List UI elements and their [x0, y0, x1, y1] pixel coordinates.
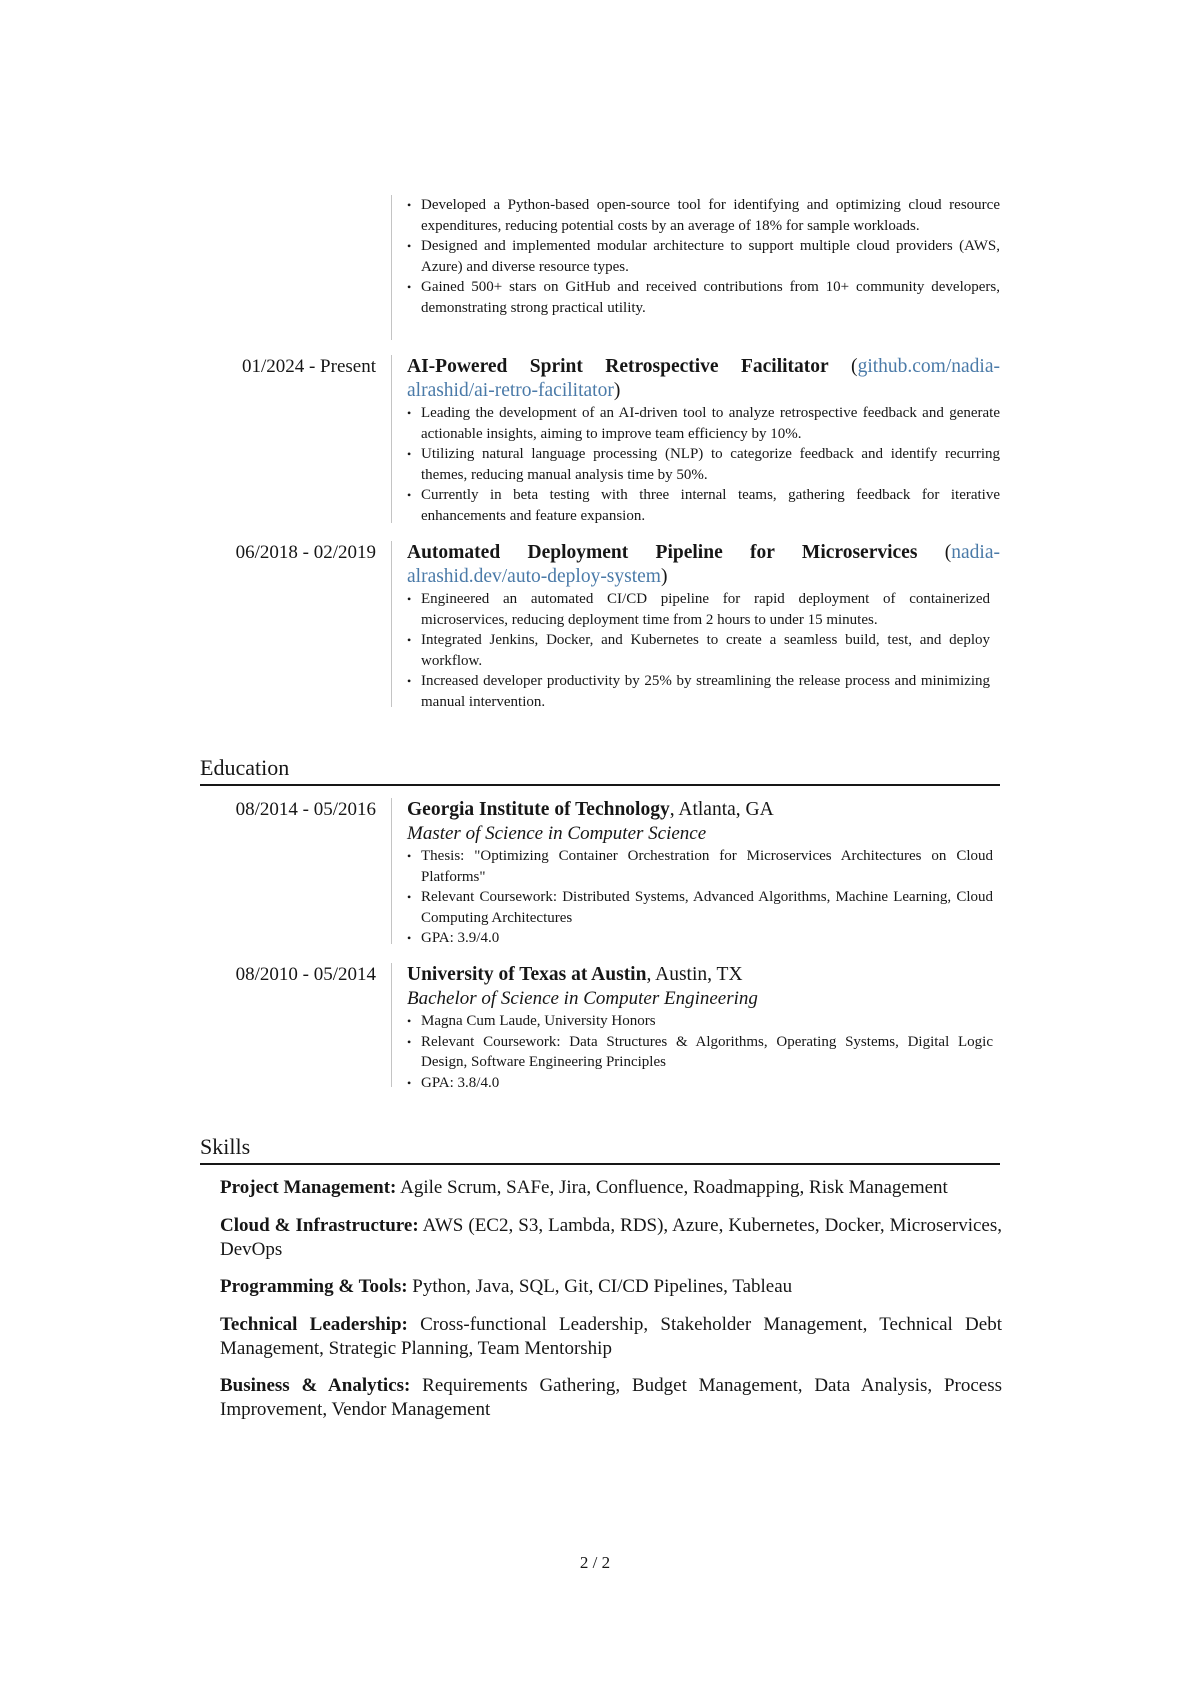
entry-date: 08/2010 - 05/2014 [235, 964, 376, 985]
section-heading-skills: Skills [200, 1133, 1000, 1165]
list-item: • Gained 500+ stars on GitHub and received contributions from 10+ community developers, demonstrating strong practical utility. [407, 277, 1000, 318]
list-item: • Designed and implemented modular architecture to support multiple cloud providers (AWS, Azure) and diverse resource types. [407, 236, 1000, 277]
institution-name: Georgia Institute of Technology [407, 799, 670, 820]
list-item: • Integrated Jenkins, Docker, and Kubernetes to create a seamless build, test, and deploy workflow. [407, 630, 990, 671]
skill-item-technical-leadership [220, 1313, 1002, 1361]
list-item: • Relevant Coursework: Distributed Systems, Advanced Algorithms, Machine Learning, Cloud Computing Architectures [407, 887, 993, 928]
skill-key: Cloud & Infrastructure: [220, 1215, 419, 1236]
project-bullets [407, 589, 990, 713]
section-heading-education: Education [200, 754, 1000, 786]
project-link[interactable]: nadia-alrashid.dev/auto-deploy-system [407, 542, 1000, 587]
list-item: • Increased developer productivity by 25% by streamlining the release process and minimizing manual intervention. [407, 671, 990, 712]
institution-line [407, 963, 993, 987]
project-title: AI-Powered Sprint Retrospective Facilitator (github.com/nadia-alrashid/ai-retro-facilitator) [407, 356, 1000, 401]
skill-value: AWS (EC2, S3, Lambda, RDS), Azure, Kubernetes, Docker, Microservices, DevOps [220, 1215, 1002, 1260]
skill-value: Agile Scrum, SAFe, Jira, Confluence, Roadmapping, Risk Management [400, 1177, 948, 1198]
skill-item-business-analytics [220, 1374, 1002, 1422]
project-title: Automated Deployment Pipeline for Microservices (nadia-alrashid.dev/auto-deploy-system) [407, 542, 1000, 587]
list-item: • Thesis: "Optimizing Container Orchestration for Microservices Architectures on Cloud Platforms" [407, 846, 993, 887]
skill-item-programming-tools [220, 1275, 1002, 1299]
entry-date: 06/2018 - 02/2019 [235, 542, 376, 563]
entry-rule [391, 798, 392, 944]
skill-key: Project Management: [220, 1177, 397, 1198]
institution-location: , Austin, TX [646, 964, 743, 985]
project-bullets [407, 195, 1000, 319]
project-link[interactable]: github.com/nadia-alrashid/ai-retro-facilitator [407, 356, 1000, 401]
list-item: • Engineered an automated CI/CD pipeline for rapid deployment of containerized microservices, reducing deployment time from 2 hours to under 15 minutes. [407, 589, 990, 630]
institution-name: University of Texas at Austin [407, 964, 647, 985]
list-item: • Currently in beta testing with three internal teams, gathering feedback for iterative enhancements and feature expansion. [407, 485, 1000, 526]
list-item: • Developed a Python-based open-source tool for identifying and optimizing cloud resource expenditures, reducing potential costs by an average of 18% for sample workloads. [407, 195, 1000, 236]
skill-key: Business & Analytics: [220, 1375, 411, 1396]
page-number: 2 / 2 [579, 1553, 611, 1572]
skill-value: Cross-functional Leadership, Stakeholder Management, Technical Debt Management, Strategic Planning, Team Mentorship [220, 1314, 1002, 1359]
list-item: • GPA: 3.8/4.0 [407, 1073, 993, 1094]
skill-item-cloud-infrastructure [220, 1214, 1002, 1262]
list-item: • Utilizing natural language processing (NLP) to categorize feedback and identify recurring themes, reducing manual analysis time by 50%. [407, 444, 1000, 485]
skill-key: Programming & Tools: [220, 1276, 408, 1297]
skill-item-project-management [220, 1176, 1002, 1200]
institution-location: , Atlanta, GA [669, 799, 774, 820]
list-item: • Leading the development of an AI-driven tool to analyze retrospective feedback and generate actionable insights, aiming to improve team efficiency by 10%. [407, 403, 1000, 444]
entry-date: 08/2014 - 05/2016 [235, 799, 376, 820]
entry-rule [391, 355, 392, 523]
skill-key: Technical Leadership: [220, 1314, 408, 1335]
project-name: Automated Deployment Pipeline for Microservices [407, 542, 918, 563]
entry-rule [391, 963, 392, 1087]
entry-date: 01/2024 - Present [241, 356, 376, 377]
list-item: • Relevant Coursework: Data Structures & Algorithms, Operating Systems, Digital Logic Design, Software Engineering Principles [407, 1032, 993, 1073]
skill-value: Requirements Gathering, Budget Management, Data Analysis, Process Improvement, Vendor Management [220, 1375, 1003, 1420]
list-item: • Magna Cum Laude, University Honors [407, 1011, 993, 1032]
project-bullets [407, 403, 1000, 527]
education-bullets [407, 846, 993, 949]
degree: Bachelor of Science in Computer Engineering [407, 988, 758, 1009]
list-item: • GPA: 3.9/4.0 [407, 928, 993, 949]
degree: Master of Science in Computer Science [407, 823, 707, 844]
education-bullets [407, 1011, 993, 1093]
project-name: AI-Powered Sprint Retrospective Facilitator [407, 356, 829, 377]
entry-rule [391, 541, 392, 707]
skill-value: Python, Java, SQL, Git, CI/CD Pipelines, Tableau [412, 1276, 793, 1297]
institution-line [407, 798, 993, 822]
entry-rule [391, 195, 392, 340]
